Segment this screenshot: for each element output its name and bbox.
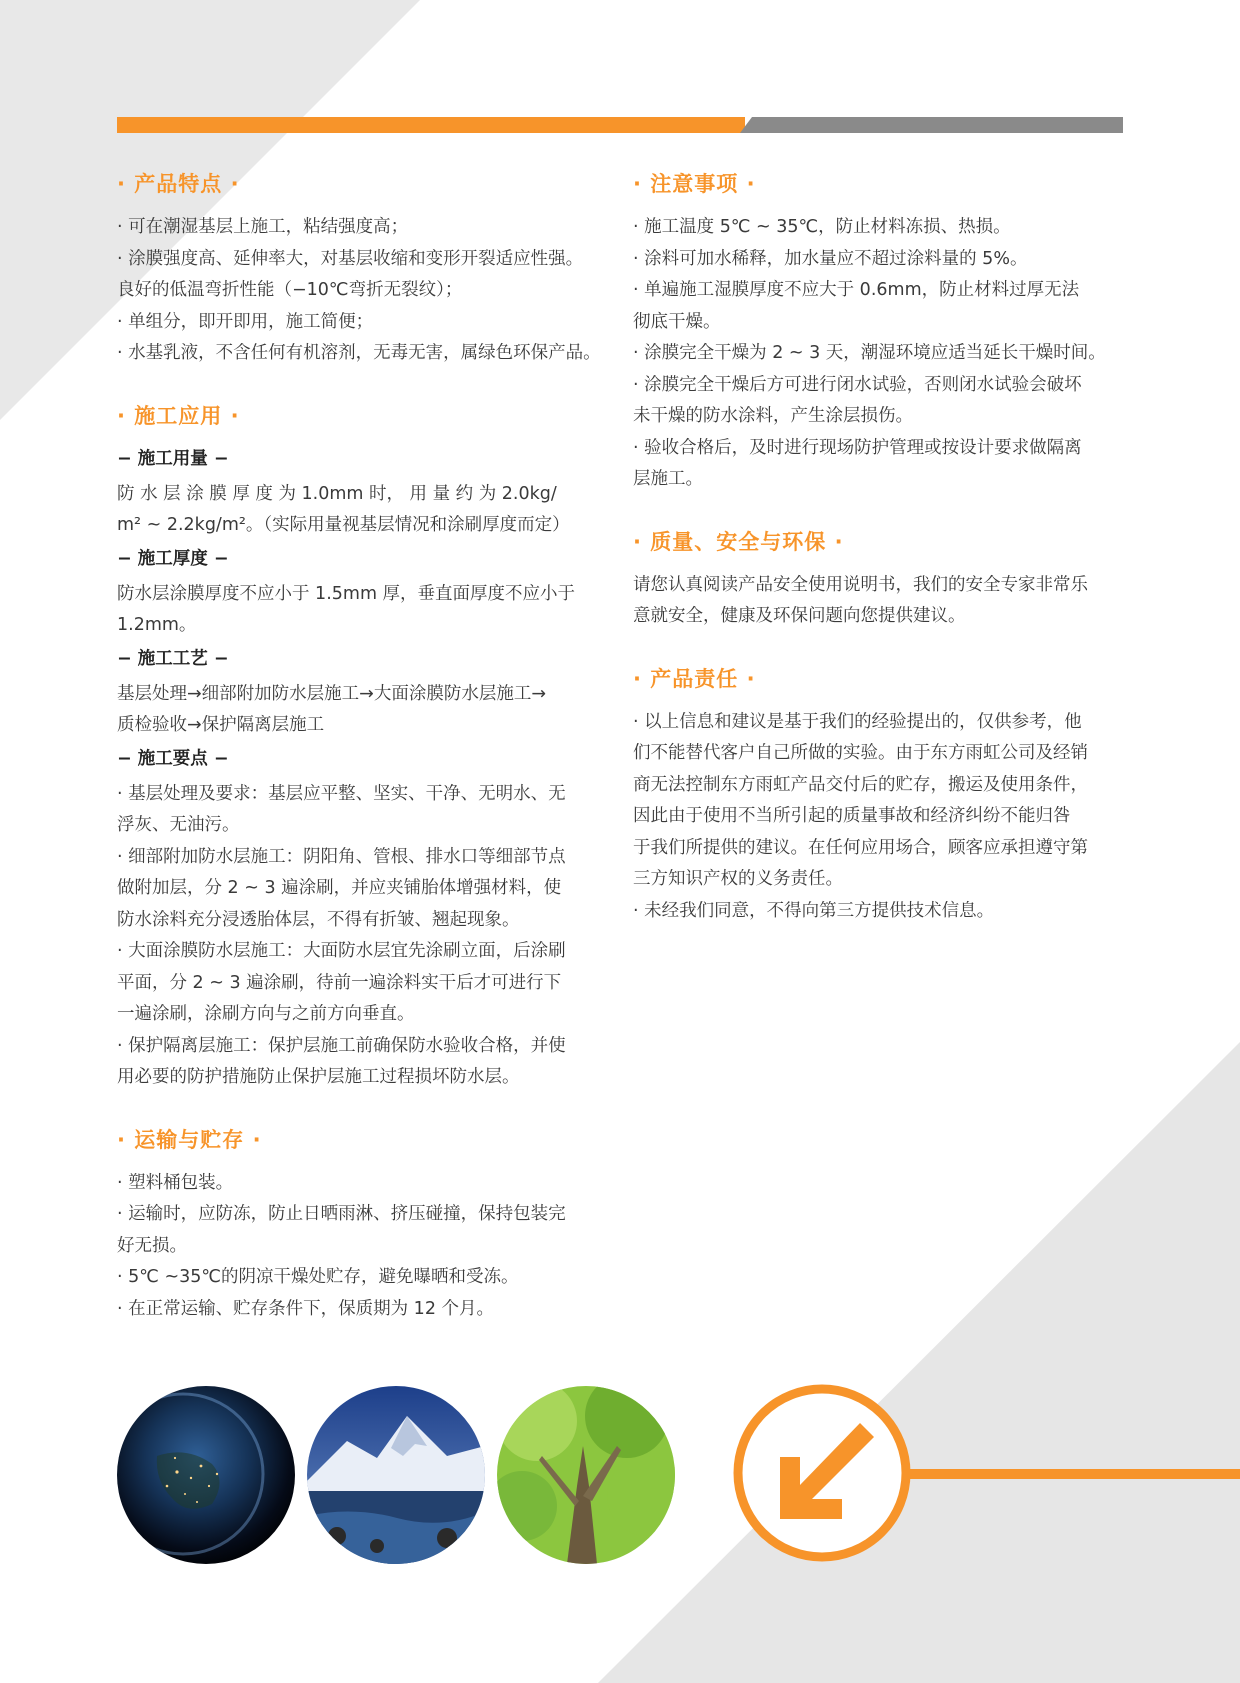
header-bar-gray xyxy=(740,117,1123,133)
quality-section xyxy=(633,526,1123,633)
usage-text: m² ~ 2.2kg/m²。（实际用量视基层情况和涂刷厚度而定） xyxy=(117,515,570,535)
liability-title: · 产品责任 · xyxy=(633,666,756,691)
process-text: 质检验收→保护隔离层施工 xyxy=(117,715,325,735)
notes-title: · 注意事项 · xyxy=(633,172,756,196)
transport-item: · 运输时，应防冻，防止日晒雨淋、挤压碰撞，保持包装完 xyxy=(117,1204,566,1224)
notes-item: · 涂膜完全干燥为 2 ~ 3 天，潮湿环境应适当延长干燥时间。 xyxy=(633,343,1106,363)
snow-mountain-photo xyxy=(307,1386,485,1564)
points-item: 防水涂料充分浸透胎体层，不得有折皱、翘起现象。 xyxy=(117,909,520,930)
application-title: · 施工应用 · xyxy=(117,403,240,428)
tree-canopy-photo xyxy=(497,1386,675,1564)
quality-text: 请您认真阅读产品安全使用说明书，我们的安全专家非常乐 xyxy=(633,574,1088,595)
features-item: · 单组分，即开即用，施工简便； xyxy=(117,311,374,332)
transport-title: · 运输与贮存 · xyxy=(117,1127,262,1152)
points-item: · 保护隔离层施工：保护层施工前确保防水验收合格，并使 xyxy=(117,1035,566,1056)
notes-item: 未干燥的防水涂料，产生涂层损伤。 xyxy=(633,406,913,426)
quality-title: · 质量、安全与环保 · xyxy=(633,529,844,554)
application-section xyxy=(117,400,607,1094)
notes-item: · 涂料可加水稀释，加水量应不超过涂料量的 5%。 xyxy=(633,248,1028,269)
notes-section xyxy=(633,168,1123,496)
points-subtitle: − 施工要点 − xyxy=(117,748,229,769)
points-item: 浮灰、无油污。 xyxy=(117,815,240,835)
down-left-arrow-icon xyxy=(730,1381,914,1565)
usage-subtitle: − 施工用量 − xyxy=(117,448,229,469)
transport-item: · 在正常运输、贮存条件下，保质期为 12 个月。 xyxy=(117,1298,495,1319)
liability-item: · 以上信息和建议是基于我们的经验提出的，仅供参考，他 xyxy=(633,711,1082,732)
transport-item: · 5℃ ~35℃的阴凉干燥处贮存，避免曝晒和受冻。 xyxy=(117,1267,519,1287)
header-bar-orange xyxy=(117,117,745,133)
notes-item: 层施工。 xyxy=(633,469,703,489)
thickness-subtitle: − 施工厚度 − xyxy=(117,548,229,569)
liability-item: · 未经我们同意，不得向第三方提供技术信息。 xyxy=(633,900,995,921)
transport-item: 好无损。 xyxy=(117,1235,187,1256)
notes-item: · 单遍施工湿膜厚度不应大于 0.6mm，防止材料过厚无法 xyxy=(633,280,1080,300)
points-item: 做附加层，分 2 ~ 3 遍涂刷，并应夹铺胎体增强材料，使 xyxy=(117,878,562,898)
footer-orange-line xyxy=(905,1469,1240,1479)
liability-item: 因此由于使用不当所引起的质量事故和经济纠纷不能归咎 xyxy=(633,806,1071,826)
earth-photo xyxy=(117,1386,295,1564)
points-item: 用必要的防护措施防止保护层施工过程损坏防水层。 xyxy=(117,1067,520,1087)
points-item: · 基层处理及要求：基层应平整、坚实、干净、无明水、无 xyxy=(117,783,566,804)
usage-text: 防 水 层 涂 膜 厚 度 为 1.0mm 时， 用 量 约 为 2.0kg/ xyxy=(117,483,557,504)
features-title: · 产品特点 · xyxy=(117,172,240,196)
features-section xyxy=(117,168,607,370)
features-item: · 可在潮湿基层上施工，粘结强度高； xyxy=(117,217,409,237)
process-subtitle: − 施工工艺 − xyxy=(117,648,229,669)
points-item: · 细部附加防水层施工：阴阳角、管根、排水口等细部节点 xyxy=(117,846,566,867)
thickness-text: 1.2mm。 xyxy=(117,615,197,635)
transport-item: · 塑料桶包装。 xyxy=(117,1172,234,1193)
left-column xyxy=(117,168,607,1355)
liability-item: 们不能替代客户自己所做的实验。由于东方雨虹公司及经销 xyxy=(633,743,1088,763)
right-column xyxy=(633,168,1123,957)
liability-section xyxy=(633,663,1123,928)
liability-item: 三方知识产权的义务责任。 xyxy=(633,869,843,889)
notes-item: · 涂膜完全干燥后方可进行闭水试验，否则闭水试验会破坏 xyxy=(633,374,1082,395)
liability-item: 商无法控制东方雨虹产品交付后的贮存，搬运及使用条件， xyxy=(633,774,1088,795)
notes-item: · 施工温度 5℃ ~ 35℃，防止材料冻损、热损。 xyxy=(633,217,1011,237)
liability-item: 于我们所提供的建议。在任何应用场合，顾客应承担遵守第 xyxy=(633,837,1088,858)
features-item: 良好的低温弯折性能（−10℃弯折无裂纹）； xyxy=(117,280,463,300)
features-item: · 涂膜强度高、延伸率大，对基层收缩和变形开裂适应性强。 xyxy=(117,248,584,269)
notes-item: · 验收合格后，及时进行现场防护管理或按设计要求做隔离 xyxy=(633,437,1082,458)
points-item: 一遍涂刷，涂刷方向与之前方向垂直。 xyxy=(117,1004,415,1024)
thickness-text: 防水层涂膜厚度不应小于 1.5mm 厚，垂直面厚度不应小于 xyxy=(117,583,576,604)
notes-item: 彻底干燥。 xyxy=(633,311,721,332)
transport-section xyxy=(117,1124,607,1326)
points-item: 平面，分 2 ~ 3 遍涂刷，待前一遍涂料实干后才可进行下 xyxy=(117,972,562,993)
process-text: 基层处理→细部附加防水层施工→大面涂膜防水层施工→ xyxy=(117,683,546,704)
features-item: · 水基乳液，不含任何有机溶剂，无毒无害，属绿色环保产品。 xyxy=(117,343,601,363)
points-item: · 大面涂膜防水层施工：大面防水层宜先涂刷立面，后涂刷 xyxy=(117,941,566,961)
quality-text: 意就安全，健康及环保问题向您提供建议。 xyxy=(633,606,966,626)
